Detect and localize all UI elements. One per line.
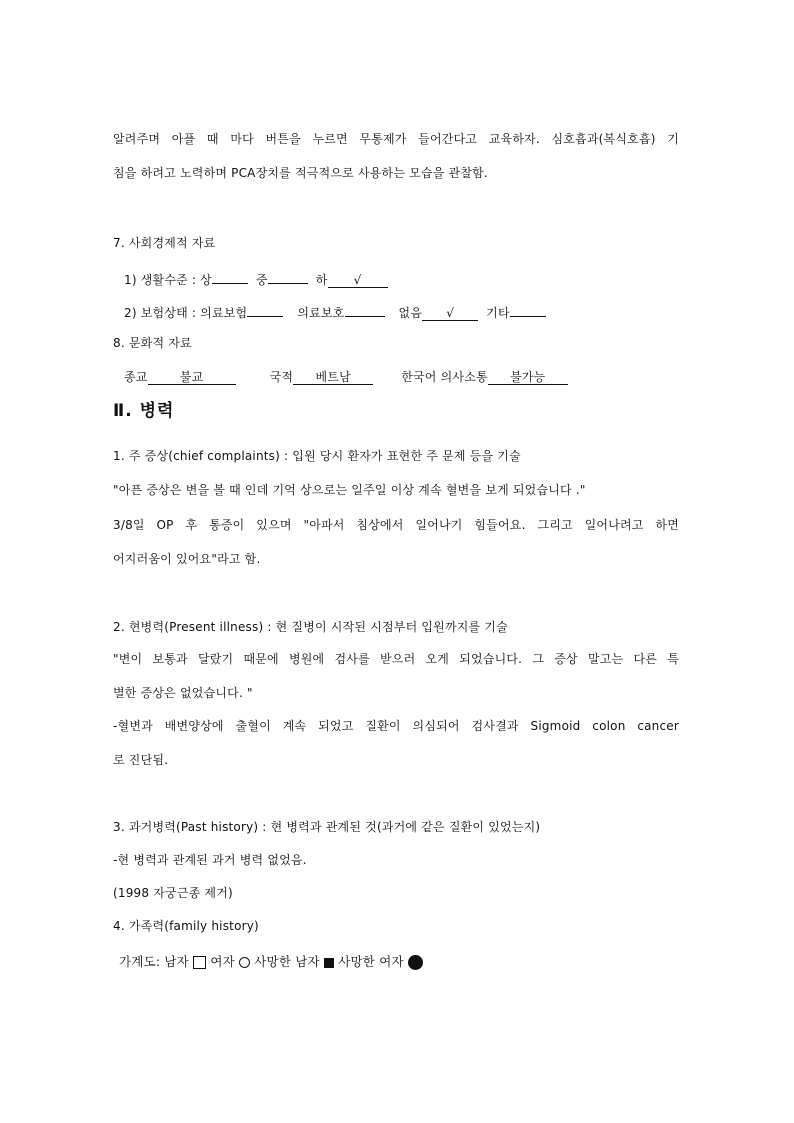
korean-communication-label: 한국어 의사소통 [401,370,488,384]
pedigree-dead-male-label: 사망한 남자 [254,954,320,969]
dead-female-filled-circle-icon [408,955,423,970]
past-history-line-2: (1998 자궁근종 제거) [113,886,233,900]
pedigree-dead-female-label: 사망한 여자 [338,954,404,969]
insurance-protection-label: 의료보호 [297,306,345,320]
insurance-none-label: 없음 [398,306,423,320]
living-standard-row [124,269,388,288]
present-illness-line-1: "변이 보통과 달랐기 때문에 병원에 검사를 받으러 오게 되었습니다. 그 증상 말고는 다른 특 [113,652,679,666]
section-8-title: 8. 문화적 자료 [113,336,192,350]
past-history-line-1: -현 병력과 관계된 과거 병력 없었음. [113,853,307,867]
living-low-checkmark: √ [328,273,388,288]
pedigree-legend [119,954,423,970]
section-7-title: 7. 사회경제적 자료 [113,236,216,250]
insurance-other-label: 기타 [486,306,510,320]
present-illness-line-4: 로 진단됨. [113,753,169,767]
nationality-label: 국적 [269,370,294,384]
history-heading: Ⅱ. 병력 [113,401,175,421]
living-low-label: 하 [315,273,328,287]
pedigree-male-label: 가계도: 남자 [119,954,189,969]
blank-mid [268,269,308,284]
chief-complaint-line-2: 3/8일 OP 후 통증이 있으며 "아파서 침상에서 일어나기 힘들어요. 그리고 일어나려고 하면 [113,518,679,532]
culture-row [124,369,568,385]
religion-value: 불교 [148,370,236,385]
female-circle-icon [239,957,250,968]
blank-other [510,302,546,317]
nationality-value: 베트남 [293,370,373,385]
insurance-label: 2) 보험상태 : 의료보험 [124,306,248,320]
chief-complaint-line-3: 어지러움이 있어요"라고 함. [113,552,261,566]
korean-communication-value: 불가능 [488,370,568,385]
intro-line-1: 알려주며 아플 때 마다 버튼을 누르면 무통제가 들어간다고 교육하자. 심호흡과(복식호흡) 기 [113,132,679,146]
dead-male-filled-square-icon [324,958,334,968]
present-illness-line-2: 별한 증상은 없었습니다. " [113,686,253,700]
insurance-row [124,302,546,321]
insurance-none-checkmark: √ [422,306,478,321]
present-illness-line-3: -혈변과 배변양상에 출혈이 계속 되었고 질환이 의심되어 검사결과 Sigmoid colon cancer [113,719,679,733]
chief-complaint-line-1: "아픈 증상은 변을 볼 때 인데 기억 상으로는 일주일 이상 계속 혈변을 보게 되었습니다 ." [113,483,586,497]
living-mid-label: 중 [255,273,268,287]
pedigree-female-label: 여자 [210,954,235,969]
blank-insurance [247,302,283,317]
blank-high [212,269,248,284]
past-history-title: 3. 과거병력(Past history) : 현 병력과 관계된 것(과거에 같은 질환이 있었는지) [113,820,541,834]
intro-line-2: 침을 하려고 노력하며 PCA장치를 적극적으로 사용하는 모습을 관찰함. [113,166,488,180]
present-illness-title: 2. 현병력(Present illness) : 현 질병이 시작된 시점부터 입원까지를 기술 [113,620,508,634]
chief-complaint-title: 1. 주 증상(chief complaints) : 입원 당시 환자가 표현한 주 문제 등을 기술 [113,449,521,463]
living-standard-label: 1) 생활수준 : 상 [124,273,212,287]
blank-protection [345,302,385,317]
religion-label: 종교 [124,370,148,384]
male-square-icon [193,956,206,969]
family-history-title: 4. 가족력(family history) [113,919,259,933]
